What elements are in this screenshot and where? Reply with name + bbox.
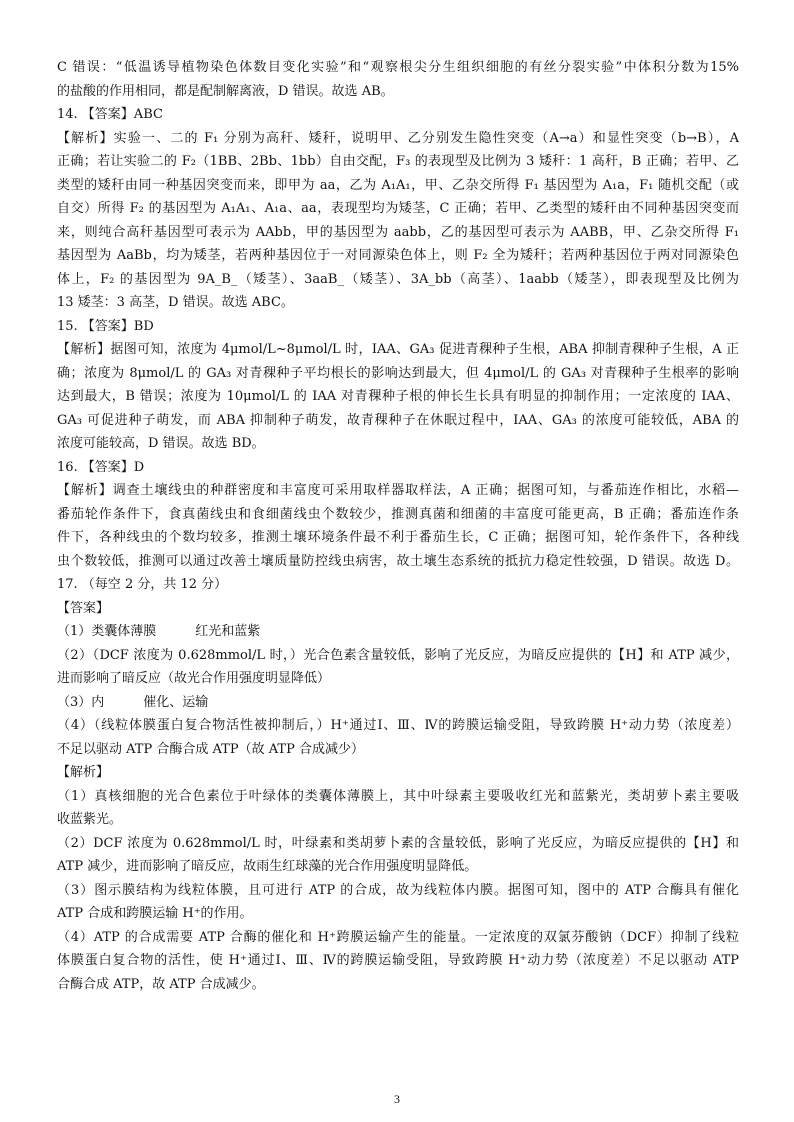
text-line: 体上，F₂ 的基因型为 9A_B_（矮茎）、3aaB_（矮茎）、3A_bb（高茎）、1aabb（矮茎），即表现型及比例为 <box>57 271 739 287</box>
text-line: 14. 【答案】ABC <box>57 107 163 122</box>
text-line: （2）DCF 浓度为 0.628mmol/L 时，叶绿素和类胡萝卜素的含量较低，影响了光反应，为暗反应提供的【H】和 <box>57 835 739 851</box>
text-line: 确；浓度为 8μmol/L 的 GA₃ 对青稞种子平均根长的影响达到最大，但 4μmol/L 的 GA₃ 对青稞种子生根率的影响 <box>57 365 739 381</box>
text-line: 基因型为 AaBb，均为矮茎，若两种基因位于一对同源染色体上，则 F₂ 全为矮秆；若两种基因位于两对同源染色 <box>57 248 739 263</box>
text-line: 虫个数较低，推测可以通过改善土壤质量防控线虫病害，故土壤生态系统的抵抗力稳定性较强，D 错误。故选 D。 <box>57 553 739 569</box>
text-line: （4）（线粒体膜蛋白复合物活性被抑制后，）H⁺通过Ⅰ、Ⅲ、Ⅳ的跨膜运输受阻，导致跨膜 H⁺动力势（浓度差） <box>57 718 739 733</box>
text-line: 15. 【答案】BD <box>57 318 154 334</box>
text-line: C 错误：“低温诱导植物染色体数目变化实验”和“观察根尖分生组织细胞的有丝分裂实验”中体积分数为15% <box>57 60 739 75</box>
text-line: 的盐酸的作用相同，都是配制解离液，D 错误。故选 AB。 <box>57 83 394 99</box>
text-line: 浓度可能较高，D 错误。故选 BD。 <box>57 436 265 451</box>
text-line: 【答案】 <box>57 600 110 616</box>
text-line: GA₃ 可促进种子萌发，而 ABA 抑制种子萌发，故青稞种子在休眠过程中，IAA、GA₃ 的浓度可能较低，ABA 的 <box>57 412 739 428</box>
text-line: （3）内 催化、运输 <box>57 694 209 710</box>
text-line: 自交）所得 F₂ 的基因型为 A₁A₁、A₁a、aa，表现型均为矮茎，C 正确；若甲、乙类型的矮秆由不同种基因突变而 <box>57 201 739 216</box>
text-line: 13 矮茎：3 高茎，D 错误。故选 ABC。 <box>57 295 294 310</box>
text-line: 达到最大，B 错误；浓度为 10μmol/L 的 IAA 对青稞种子根的伸长生长具有明显的抑制作用；一定浓度的 IAA、 <box>57 389 739 404</box>
text-line: ATP 减少，进而影响了暗反应，故雨生红球藻的光合作用强度明显降低。 <box>57 859 478 874</box>
text-line: 收蓝紫光。 <box>57 812 123 827</box>
text-line: 类型的矮秆由同一种基因突变而来，即甲为 aa，乙为 A₁A₁，甲、乙杂交所得 F₁ 基因型为 A₁a，F₁ 随机交配（或 <box>57 177 739 193</box>
text-line: 17. （每空 2 分，共 12 分） <box>57 577 228 592</box>
text-line: 进而影响了暗反应（故光合作用强度明显降低） <box>57 671 331 686</box>
text-line: 不足以驱动 ATP 合酶合成 ATP（故 ATP 合成减少） <box>57 741 364 757</box>
text-line: （3）图示膜结构为线粒体膜，且可进行 ATP 的合成，故为线粒体内膜。据图可知，图中的 ATP 合酶具有催化 <box>57 882 739 898</box>
text-line: （4）ATP 的合成需要 ATP 合酶的催化和 H⁺跨膜运输产生的能量。一定浓度的双氯芬酸钠（DCF）抑制了线粒 <box>57 929 739 945</box>
text-line: （1）类囊体薄膜 红光和蓝紫 <box>57 624 261 639</box>
document-body <box>57 56 739 996</box>
text-line: 【解析】 <box>57 765 110 780</box>
text-line: 合酶合成 ATP，故 ATP 合成减少。 <box>57 976 265 992</box>
text-line: （1）真核细胞的光合色素位于叶绿体的类囊体薄膜上，其中叶绿素主要吸收红光和蓝紫光，类胡萝卜素主要吸 <box>57 788 739 804</box>
text-line: 件下，各种线虫的个数均较多，推测土壤环境条件最不利于番茄生长，C 正确；据图可知，轮作条件下，各种线 <box>57 530 739 545</box>
text-line: 正确；若让实验二的 F₂（1BB、2Bb、1bb）自由交配，F₃ 的表现型及比例为 3 矮秆：1 高秆，B 正确；若甲、乙 <box>57 154 739 169</box>
text-line: 来，则纯合高秆基因型可表示为 AAbb，甲的基因型为 aabb，乙的基因型可表示为 AABB，甲、乙杂交所得 F₁ <box>57 224 739 240</box>
page-number: 3 <box>394 1092 400 1106</box>
text-line: ATP 合成和跨膜运输 H⁺的作用。 <box>57 906 253 921</box>
text-line: 16. 【答案】D <box>57 459 145 475</box>
text-line: 番茄轮作条件下，食真菌线虫和食细菌线虫个数较少，推测真菌和细菌的丰富度可能更高，B 正确；番茄连作条 <box>57 506 739 522</box>
text-line: 【解析】实验一、二的 F₁ 分别为高秆、矮秆，说明甲、乙分别发生隐性突变（A→a）和显性突变（b→B），A <box>57 130 739 146</box>
text-line: 体膜蛋白复合物的活性，使 H⁺通过Ⅰ、Ⅲ、Ⅳ的跨膜运输受阻，导致跨膜 H⁺动力势（浓度差）不足以驱动 ATP <box>57 953 739 968</box>
text-line: 【解析】据图可知，浓度为 4μmol/L~8μmol/L 时，IAA、GA₃ 促进青稞种子生根，ABA 抑制青稞种子生根，A 正 <box>57 342 739 357</box>
text-line: （2）（DCF 浓度为 0.628mmol/L 时，）光合色素含量较低，影响了光反应，为暗反应提供的【H】和 ATP 减少， <box>57 647 739 663</box>
text-line: 【解析】调查土壤线虫的种群密度和丰富度可采用取样器取样法，A 正确；据图可知，与番茄连作相比，水稻— <box>57 483 739 498</box>
